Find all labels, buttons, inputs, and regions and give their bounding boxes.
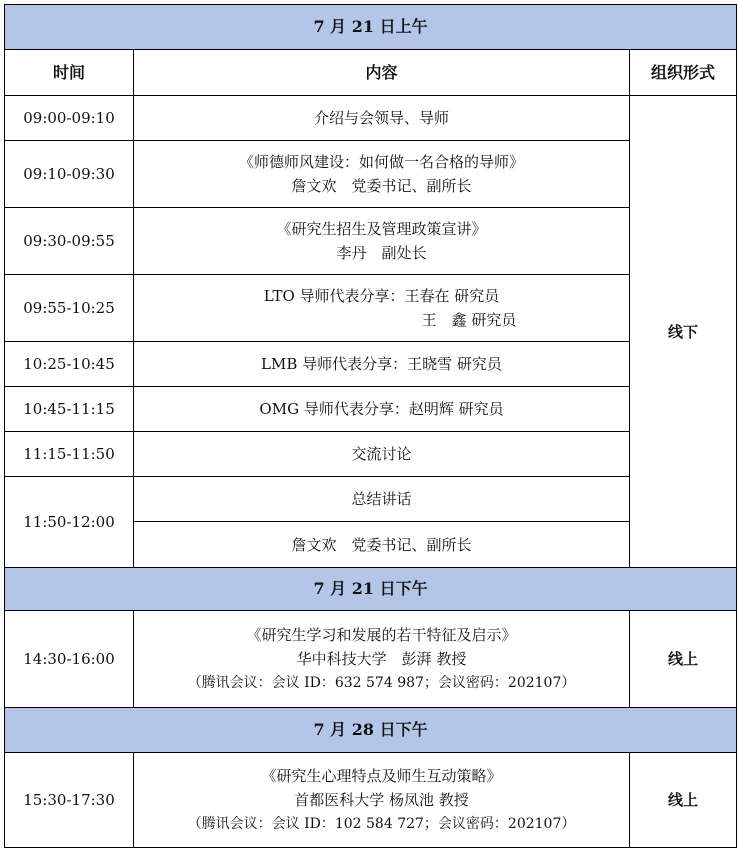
table-row [5,387,737,432]
table-row [5,275,737,342]
time-cell: 09:55-10:25 [5,275,134,342]
content-cell [134,96,630,141]
content-cell [134,208,630,275]
time-cell: 11:15-11:50 [5,432,134,477]
table-row [5,432,737,477]
table-row [5,611,737,708]
content-line: 交流讨论 [351,445,412,463]
header-time: 时间 [5,50,134,96]
mode-cell-pm28: 线上 [630,753,737,848]
section-header-pm21: 7 月 21 日下午 [5,568,737,611]
content-line: 《师德师风建设：如何做一名合格的导师》 [238,153,524,171]
header-mode: 组织形式 [630,50,737,96]
meeting-info: （腾讯会议：会议 ID：102 584 727；会议密码：202107） [187,816,576,832]
content-line: LTO 导师代表分享：王春在 研究员 [263,287,500,305]
content-cell [134,275,630,342]
content-line: 李丹 副处长 [336,244,427,262]
table-row [5,96,737,141]
content-line: LMB 导师代表分享：王晓雪 研究员 [261,355,502,373]
time-cell: 10:45-11:15 [5,387,134,432]
content-line: 首都医科大学 杨凤池 教授 [294,791,469,809]
time-cell: 09:30-09:55 [5,208,134,275]
time-cell: 15:30-17:30 [5,753,134,848]
schedule-table [4,4,737,848]
meeting-info: （腾讯会议：会议 ID：632 574 987；会议密码：202107） [187,675,576,691]
table-row [5,477,737,522]
content-cell [134,753,630,848]
content-line: 介绍与会领导、导师 [313,109,449,127]
time-cell: 09:00-09:10 [5,96,134,141]
content-line: 总结讲话 [351,490,412,508]
time-cell: 11:50-12:00 [5,477,134,568]
time-cell: 10:25-10:45 [5,342,134,387]
content-line: 华中科技大学 彭湃 教授 [296,650,467,668]
table-row [5,208,737,275]
content-line: OMG 导师代表分享：赵明辉 研究员 [259,400,504,418]
content-cell [134,141,630,208]
content-cell [134,432,630,477]
content-cell [134,342,630,387]
content-cell [134,477,630,522]
time-cell: 14:30-16:00 [5,611,134,708]
time-cell: 09:10-09:30 [5,141,134,208]
content-line: 《研究生招生及管理政策宣讲》 [276,220,487,238]
table-row [5,342,737,387]
header-content: 内容 [134,50,630,96]
content-line: 詹文欢 党委书记、副所长 [291,535,472,554]
table-row [5,753,737,848]
content-cell [134,387,630,432]
mode-cell-pm21: 线上 [630,611,737,708]
section-header-am21: 7 月 21 日上午 [5,5,737,50]
mode-cell-am: 线下 [630,96,737,568]
content-line: 《研究生心理特点及师生互动策略》 [261,767,502,785]
section-header-pm28: 7 月 28 日下午 [5,708,737,753]
content-line: 《研究生学习和发展的若干特征及启示》 [246,626,517,644]
content-line: 王 鑫 研究员 [421,311,517,329]
content-cell [134,522,630,568]
content-line: 詹文欢 党委书记、副所长 [291,177,472,195]
content-cell [134,611,630,708]
table-row [5,141,737,208]
